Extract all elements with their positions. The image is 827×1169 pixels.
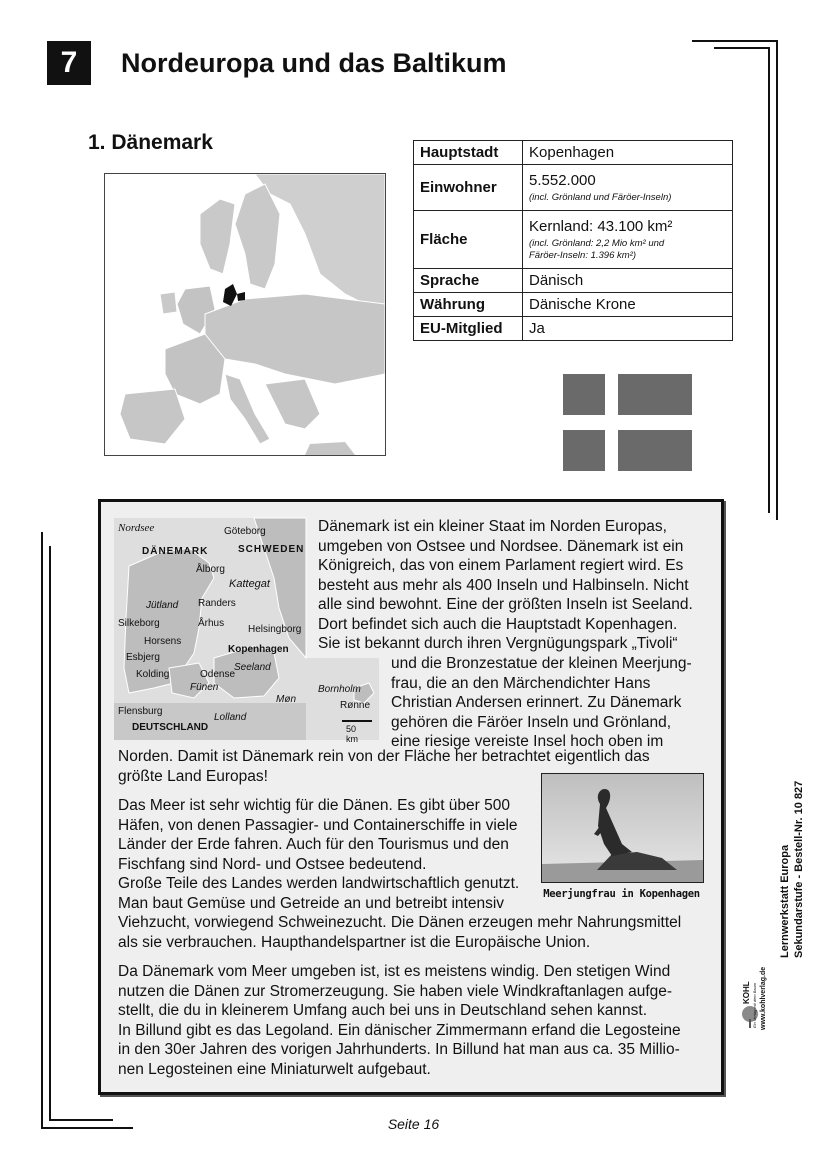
- map-label-arhus: Århus: [198, 618, 225, 629]
- frame-bottom-left-v1: [41, 532, 43, 1129]
- text-line: Christian Andersen erinnert. Zu Dänemark: [391, 694, 682, 711]
- text-line: stellt, die du in kleinerem Umfang auch bei uns in Deutschland sehen kannst.: [118, 1002, 648, 1019]
- facts-table: [413, 140, 733, 341]
- map-label-mon: Møn: [276, 694, 296, 705]
- text-line: In Billund gibt es das Legoland. Ein dänischer Zimmermann erfand die Legosteine: [118, 1021, 681, 1039]
- page-number: Seite 16: [387, 1116, 440, 1132]
- photo-caption: Meerjungfrau in Kopenhagen: [543, 888, 700, 900]
- paragraph-3: [118, 962, 681, 1079]
- frame-top-right-v2: [768, 47, 770, 513]
- text-line: gehören die Färöer Inseln und Grönland,: [391, 713, 672, 731]
- table-row: [414, 165, 733, 211]
- sidebar-series-title: Lernwerkstatt Europa: [779, 844, 791, 958]
- map-label-randers: Randers: [198, 598, 236, 609]
- text-line: Fischfang sind Nord- und Ostsee bedeutend.: [118, 855, 427, 873]
- map-label-ronne: Rønne: [340, 700, 371, 711]
- facts-value: Dänische Krone: [523, 293, 733, 317]
- map-label-kopenhagen: Kopenhagen: [228, 644, 289, 655]
- flag-quadrant: [563, 430, 605, 471]
- text-line: Große Teile des Landes werden landwirtschaftlich genutzt.: [118, 875, 520, 892]
- table-row: [414, 269, 733, 293]
- map-label-goteborg: Göteborg: [224, 526, 266, 537]
- flag-quadrant: [618, 374, 692, 415]
- facts-key: Währung: [414, 293, 523, 317]
- text-line: Dänemark ist ein kleiner Staat im Norden Europas,: [318, 518, 667, 535]
- table-row: [414, 293, 733, 317]
- facts-value: 5.552.000: [529, 171, 596, 189]
- facts-value: Kernland: 43.100 km²: [529, 217, 673, 235]
- map-label-schweden: SCHWEDEN: [238, 544, 305, 555]
- publisher-name: KOHL: [742, 981, 751, 1004]
- flag-quadrant: [563, 374, 605, 415]
- map-scale-bar: [342, 720, 372, 722]
- map-scale-label: 50 km: [346, 724, 358, 744]
- sidebar-order-number: Sekundarstufe - Bestell-Nr. 10 827: [793, 780, 805, 958]
- text-line: umgeben von Ostsee und Nordsee. Dänemark ist ein: [318, 537, 684, 555]
- facts-note: (incl. Grönland und Färöer-Inseln): [529, 191, 672, 203]
- map-label-deutschland: DEUTSCHLAND: [132, 722, 209, 733]
- paragraph-1-indented: [391, 654, 692, 752]
- publisher-logo: [738, 964, 770, 1030]
- map-label-danemark: DÄNEMARK: [142, 546, 209, 557]
- publisher-tagline: Ein Verlag mit dem Baum: [752, 982, 757, 1028]
- facts-key: Fläche: [414, 211, 523, 269]
- text-line: nutzen die Dänen zur Stromerzeugung. Sie haben viele Windkraftanlagen aufge-: [118, 982, 673, 1000]
- text-line: größte Land Europas!: [118, 767, 268, 785]
- facts-cell: [523, 165, 733, 211]
- publisher-url: www.kohlverlag.de: [760, 966, 767, 1030]
- map-label-kolding: Kolding: [136, 669, 170, 680]
- text-line: alle sind bewohnt. Eine der größten Inseln ist Seeland.: [318, 596, 693, 613]
- facts-value: Ja: [523, 317, 733, 341]
- text-line: in den 30er Jahren des vorigen Jahrhunderts. In Billund hat man aus ca. 35 Millio-: [118, 1041, 680, 1058]
- denmark-map: [114, 518, 371, 744]
- frame-bottom-left-v2: [49, 546, 51, 1121]
- europe-map: [104, 173, 386, 456]
- mermaid-photo: [541, 773, 704, 883]
- map-label-seeland: Seeland: [234, 662, 271, 673]
- frame-top-right-v1: [776, 40, 778, 520]
- text-line: Das Meer ist sehr wichtig für die Dänen. Es gibt über 500: [118, 797, 510, 814]
- flag-quadrant: [618, 430, 692, 471]
- frame-top-right-h2: [714, 47, 770, 49]
- map-label-kattegat: Kattegat: [229, 578, 270, 590]
- facts-value: Kopenhagen: [523, 141, 733, 165]
- text-line: eine riesige vereiste Insel hoch oben im: [391, 733, 664, 750]
- map-label-horsens: Horsens: [144, 636, 182, 647]
- map-label-jutland: Jütland: [146, 600, 179, 611]
- map-label-alborg: Ålborg: [196, 564, 225, 575]
- text-line: Dort befindet sich auch die Hauptstadt Kopenhagen.: [318, 615, 678, 633]
- facts-cell: [523, 211, 733, 269]
- text-line: Man baut Gemüse und Getreide an und betreibt intensiv: [118, 894, 505, 912]
- text-line: frau, die an den Märchendichter Hans: [391, 674, 651, 692]
- facts-key: Sprache: [414, 269, 523, 293]
- map-label-nordsee: Nordsee: [118, 522, 155, 534]
- danish-flag: [563, 374, 692, 471]
- text-line: nen Legosteinen eine Miniaturwelt aufgebaut.: [118, 1060, 431, 1078]
- text-line: besteht aus mehr als 400 Inseln und Halbinseln. Nicht: [318, 576, 689, 594]
- text-line: als sie verbrauchen. Haupthandelspartner ist die Europäische Union.: [118, 933, 591, 951]
- table-row: [414, 211, 733, 269]
- facts-key: EU-Mitglied: [414, 317, 523, 341]
- text-line: Norden. Damit ist Dänemark rein von der Fläche her betrachtet eigentlich das: [118, 748, 650, 765]
- map-label-esbjerg: Esbjerg: [126, 652, 160, 663]
- facts-value: Dänisch: [523, 269, 733, 293]
- chapter-number: 7: [47, 41, 91, 85]
- text-line: Viehzucht, vorwiegend Schweinezucht. Die Dänen erzeugen mehr Nahrungsmittel: [118, 914, 682, 931]
- facts-key: Hauptstadt: [414, 141, 523, 165]
- text-line: Da Dänemark vom Meer umgeben ist, ist es meistens windig. Den stetigen Wind: [118, 963, 671, 980]
- text-line: Königreich, das von einem Parlament regiert wird. Es: [318, 557, 684, 574]
- section-title: 1. Dänemark: [88, 131, 213, 154]
- text-line: und die Bronzestatue der kleinen Meerjung-: [391, 655, 692, 672]
- map-label-flensburg: Flensburg: [118, 706, 163, 717]
- facts-note: (incl. Grönland: 2,2 Mio km² und Färöer-Inseln: 1.396 km²): [529, 237, 665, 261]
- page-title: Nordeuropa und das Baltikum: [121, 48, 507, 78]
- table-row: [414, 141, 733, 165]
- map-label-funen: Fünen: [190, 682, 219, 693]
- map-label-lolland: Lolland: [214, 712, 247, 723]
- map-label-helsingborg: Helsingborg: [248, 624, 302, 635]
- map-label-silkeborg: Silkeborg: [118, 618, 160, 629]
- text-line: Sie ist bekannt durch ihren Vergnügungspark „Tivoli“: [318, 635, 678, 652]
- facts-key: Einwohner: [414, 165, 523, 211]
- text-line: Häfen, von denen Passagier- und Containerschiffe in viele: [118, 816, 518, 834]
- map-label-bornholm: Bornholm: [318, 684, 361, 695]
- map-label-odense: Odense: [200, 669, 236, 680]
- frame-top-right-h1: [692, 40, 778, 42]
- paragraph-1: [318, 517, 693, 654]
- table-row: [414, 317, 733, 341]
- text-line: Länder der Erde fahren. Auch für den Tourismus und den: [118, 836, 509, 853]
